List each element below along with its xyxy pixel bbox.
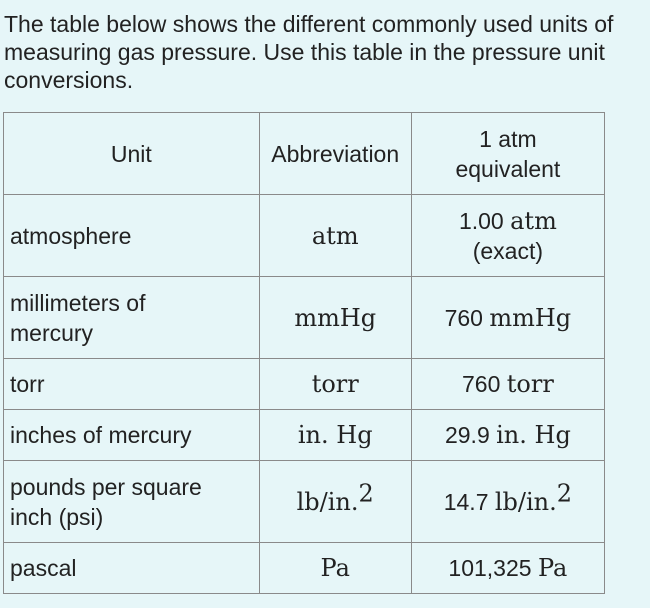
unit-name-line1: millimeters of <box>10 289 146 316</box>
abbreviation: lb/in. <box>296 487 359 516</box>
abbreviation: in. Hg <box>297 421 373 449</box>
equivalent-cell <box>411 410 604 461</box>
table-row <box>4 410 605 461</box>
abbreviation-cell <box>259 195 411 277</box>
equivalent-cell <box>411 461 604 543</box>
abbreviation: torr <box>311 370 359 398</box>
unit-cell <box>4 410 260 461</box>
equivalent-cell <box>411 277 604 359</box>
equivalent-number: 760 <box>461 371 507 397</box>
abbreviation: atm <box>311 221 359 250</box>
unit-cell <box>4 543 260 594</box>
abbreviation-cell <box>259 410 411 461</box>
unit-name: atmosphere <box>10 222 132 249</box>
header-unit: Unit <box>4 113 260 195</box>
table-row <box>4 461 605 543</box>
equivalent-unit: lb/in. <box>494 487 557 516</box>
abbreviation: Pa <box>320 554 350 582</box>
table-header-row <box>4 113 605 195</box>
equivalent-number: 29.9 <box>444 422 497 448</box>
unit-name: inches of mercury <box>10 422 192 448</box>
abbreviation-cell <box>259 359 411 410</box>
abbreviation: mmHg <box>294 303 377 332</box>
unit-cell <box>4 277 260 359</box>
header-equivalent-line2: equivalent <box>455 155 561 182</box>
intro-paragraph: The table below shows the different commonly used units of measuring gas pressure. Use this table in the pressure unit conversions. <box>4 11 614 93</box>
abbreviation-exponent: 2 <box>358 478 374 507</box>
equivalent-cell <box>411 195 604 277</box>
unit-name: pascal <box>10 555 77 581</box>
equivalent-unit: Pa <box>537 554 568 582</box>
table-row <box>4 195 605 277</box>
equivalent-cell <box>411 543 604 594</box>
abbreviation-cell <box>259 461 411 543</box>
equivalent-unit: atm <box>510 206 557 235</box>
equivalent-exponent: 2 <box>556 478 573 507</box>
header-equivalent <box>411 113 604 195</box>
unit-name-line2: mercury <box>10 319 94 346</box>
unit-name: torr <box>10 371 45 397</box>
header-equivalent-line1: 1 atm <box>479 125 537 152</box>
abbreviation-cell <box>259 543 411 594</box>
unit-cell <box>4 195 260 277</box>
pressure-units-table <box>3 112 605 594</box>
unit-name-line2: inch (psi) <box>10 503 104 530</box>
equivalent-number: 760 <box>444 304 490 331</box>
equivalent-number: 101,325 <box>448 555 538 581</box>
unit-name-line1: pounds per square <box>10 473 202 500</box>
unit-cell <box>4 461 260 543</box>
equivalent-unit: in. Hg <box>496 421 571 449</box>
abbreviation-cell <box>259 277 411 359</box>
equivalent-number: 14.7 <box>443 488 495 515</box>
equivalent-note: (exact) <box>472 237 544 264</box>
equivalent-unit: mmHg <box>489 303 572 332</box>
table-row <box>4 277 605 359</box>
equivalent-unit: torr <box>506 370 554 398</box>
table-row <box>4 543 605 594</box>
equivalent-number: 1.00 <box>458 207 511 234</box>
table-row <box>4 359 605 410</box>
unit-cell <box>4 359 260 410</box>
header-abbreviation: Abbreviation <box>259 113 411 195</box>
equivalent-cell <box>411 359 604 410</box>
